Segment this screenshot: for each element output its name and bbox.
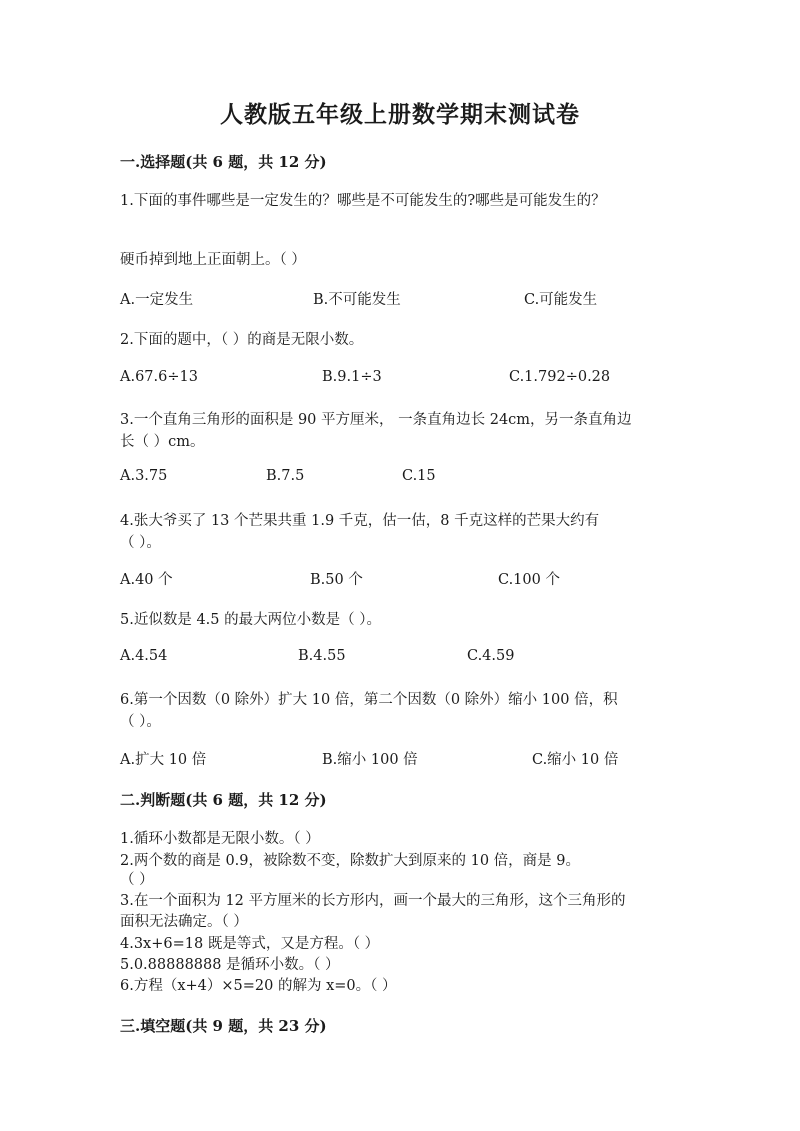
judge-item-2-blank: （ ） (120, 872, 154, 888)
question-4-option-a: A.40 个 (120, 572, 173, 588)
section-heading-judge: 二.判断题(共 6 题，共 12 分) (120, 791, 327, 809)
question-3-option-b: B.7.5 (266, 468, 305, 484)
question-1-option-b: B.不可能发生 (313, 292, 401, 308)
question-2-stem: 2.下面的题中，（ ）的商是无限小数。 (120, 332, 364, 348)
judge-item-2: 2.两个数的商是 0.9，被除数不变，除数扩大到原来的 10 倍，商是 9。 (120, 853, 581, 869)
question-1-stem: 1.下面的事件哪些是一定发生的？哪些是不可能发生的?哪些是可能发生的？ (120, 193, 606, 209)
question-3-stem-line2: 长（ ）cm。 (120, 434, 205, 450)
question-6-option-b: B.缩小 100 倍 (322, 752, 418, 768)
question-5-stem: 5.近似数是 4.5 的最大两位小数是（ ）。 (120, 612, 381, 628)
question-4-stem-line2: （ ）。 (120, 535, 161, 551)
question-3-option-a: A.3.75 (120, 468, 168, 484)
judge-item-6: 6.方程（x+4）×5=20 的解为 x=0。（ ） (120, 978, 397, 994)
question-4-stem-line1: 4.张大爷买了 13 个芒果共重 1.9 千克，估一估，8 千克这样的芒果大约有 (120, 513, 600, 529)
question-4-option-c: C.100 个 (498, 572, 560, 588)
question-6-stem-line2: （ ）。 (120, 714, 161, 730)
question-5-option-c: C.4.59 (467, 648, 515, 664)
question-6-option-a: A.扩大 10 倍 (120, 752, 207, 768)
question-5-option-a: A.4.54 (120, 648, 168, 664)
question-1-option-a: A.一定发生 (120, 292, 194, 308)
question-3-option-c: C.15 (402, 468, 436, 484)
question-1-option-c: C.可能发生 (524, 292, 598, 308)
question-5-option-b: B.4.55 (298, 648, 346, 664)
question-6-stem-line1: 6.第一个因数（0 除外）扩大 10 倍，第二个因数（0 除外）缩小 100 倍，积 (120, 692, 618, 708)
judge-item-3-line2: 面积无法确定。（ ） (120, 914, 248, 930)
judge-item-1: 1.循环小数都是无限小数。（ ） (120, 831, 320, 847)
page-title: 人教版五年级上册数学期末测试卷 (220, 101, 580, 128)
question-3-stem-line1: 3.一个直角三角形的面积是 90 平方厘米， 一条直角边长 24cm，另一条直角边 (120, 412, 632, 428)
judge-item-5: 5.0.88888888 是循环小数。（ ） (120, 957, 340, 973)
question-1-subitem: 硬币掉到地上正面朝上。（ ） (120, 252, 306, 268)
question-2-option-a: A.67.6÷13 (120, 369, 198, 385)
question-6-option-c: C.缩小 10 倍 (532, 752, 619, 768)
judge-item-4: 4.3x+6=18 既是等式，又是方程。（ ） (120, 936, 380, 952)
question-4-option-b: B.50 个 (310, 572, 363, 588)
question-2-option-b: B.9.1÷3 (322, 369, 382, 385)
question-2-option-c: C.1.792÷0.28 (509, 369, 611, 385)
judge-item-3-line1: 3.在一个面积为 12 平方厘米的长方形内，画一个最大的三角形，这个三角形的 (120, 893, 626, 909)
section-heading-choice: 一.选择题(共 6 题，共 12 分) (120, 153, 327, 171)
section-heading-fill: 三.填空题(共 9 题，共 23 分) (120, 1017, 327, 1035)
